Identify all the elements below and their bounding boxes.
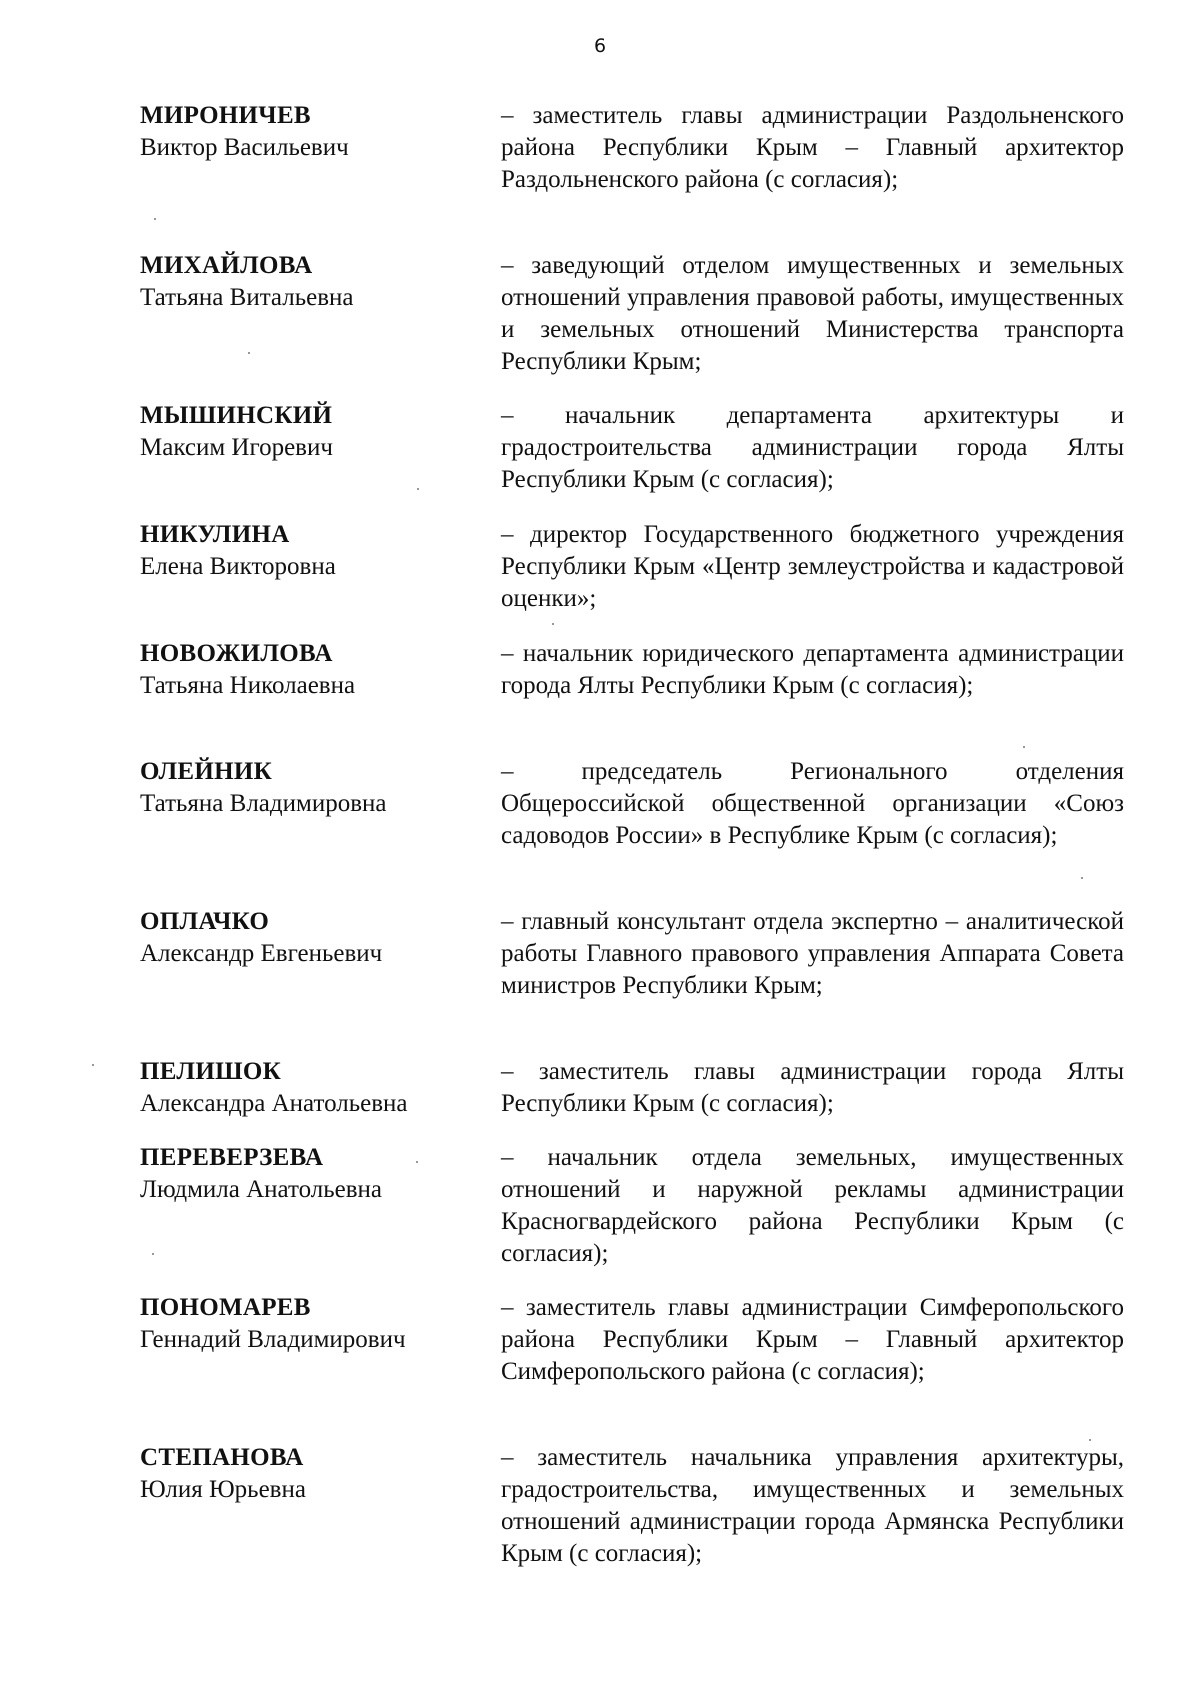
scan-speck [154, 218, 156, 220]
member-given-names: Татьяна Витальевна [140, 284, 354, 311]
member-position: – главный консультант отдела экспертно – аналитической работы Главного правового управления Аппарата Совета министров Республики Крым; [501, 908, 1124, 999]
member-given-names: Татьяна Николаевна [140, 672, 356, 699]
scan-speck [152, 1253, 154, 1255]
member-position: – начальник департамента архитектуры и градостроительства администрации города Ялты Республики Крым (с согласия); [501, 402, 1124, 493]
member-surname: ОПЛАЧКО [140, 908, 270, 935]
scan-speck [248, 352, 250, 354]
member-given-names: Виктор Васильевич [140, 134, 349, 161]
member-surname: МЫШИНСКИЙ [140, 402, 333, 429]
member-name [140, 1142, 480, 1206]
member-name [140, 756, 480, 820]
member-surname: ОЛЕЙНИК [140, 758, 273, 785]
member-name [140, 1056, 480, 1120]
scan-speck [92, 1064, 94, 1066]
member-position: – заведующий отделом имущественных и земельных отношений управления правовой работы, имущественных и земельных отношений Министерства транспорта Республики Крым; [501, 252, 1124, 375]
scan-speck [552, 623, 554, 625]
member-position: – начальник отдела земельных, имущественных отношений и наружной рекламы администрации Красногвардейского района Республики Крым (с согласия); [501, 1144, 1124, 1267]
member-name [140, 1442, 480, 1506]
member-given-names: Юлия Юрьевна [140, 1476, 306, 1503]
member-given-names: Александра Анатольевна [140, 1090, 408, 1117]
member-name [140, 100, 480, 164]
member-name [140, 638, 480, 702]
member-surname: ПЕРЕВЕРЗЕВА [140, 1144, 324, 1171]
member-name [140, 250, 480, 314]
member-position: – заместитель главы администрации Раздольненского района Республики Крым – Главный архитектор Раздольненского района (с согласия); [501, 102, 1124, 193]
member-position: – начальник юридического департамента администрации города Ялты Республики Крым (с согласия); [501, 640, 1124, 699]
member-surname: НОВОЖИЛОВА [140, 640, 333, 667]
member-surname: ПОНОМАРЕВ [140, 1294, 311, 1321]
member-given-names: Максим Игоревич [140, 434, 333, 461]
member-given-names: Людмила Анатольевна [140, 1176, 383, 1203]
member-given-names: Александр Евгеньевич [140, 940, 383, 967]
member-name [140, 519, 480, 583]
member-surname: СТЕПАНОВА [140, 1444, 304, 1471]
member-name [140, 400, 480, 464]
member-name [140, 906, 480, 970]
member-given-names: Елена Викторовна [140, 553, 336, 580]
scan-speck [416, 1161, 418, 1163]
member-surname: МИХАЙЛОВА [140, 252, 313, 279]
page-number: 6 [593, 35, 607, 57]
member-position: – заместитель начальника управления архитектуры, градостроительства, имущественных и земельных отношений администрации города Армянска Республики Крым (с согласия); [501, 1444, 1124, 1567]
scan-speck [417, 488, 419, 490]
member-given-names: Геннадий Владимирович [140, 1326, 406, 1353]
member-given-names: Татьяна Владимировна [140, 790, 387, 817]
scan-speck [1023, 746, 1025, 748]
member-surname: ПЕЛИШОК [140, 1058, 281, 1085]
member-position: – директор Государственного бюджетного учреждения Республики Крым «Центр землеустройства и кадастровой оценки»; [501, 521, 1124, 612]
scan-speck [1081, 877, 1083, 879]
member-position: – заместитель главы администрации города Ялты Республики Крым (с согласия); [501, 1058, 1124, 1117]
member-surname: НИКУЛИНА [140, 521, 290, 548]
member-position: – председатель Регионального отделения Общероссийской общественной организации «Союз садоводов России» в Республике Крым (с согласия); [501, 758, 1124, 849]
member-name [140, 1292, 480, 1356]
member-surname: МИРОНИЧЕВ [140, 102, 311, 129]
scan-speck [1089, 1439, 1091, 1441]
member-position: – заместитель главы администрации Симферопольского района Республики Крым – Главный архитектор Симферопольского района (с согласия); [501, 1294, 1124, 1385]
